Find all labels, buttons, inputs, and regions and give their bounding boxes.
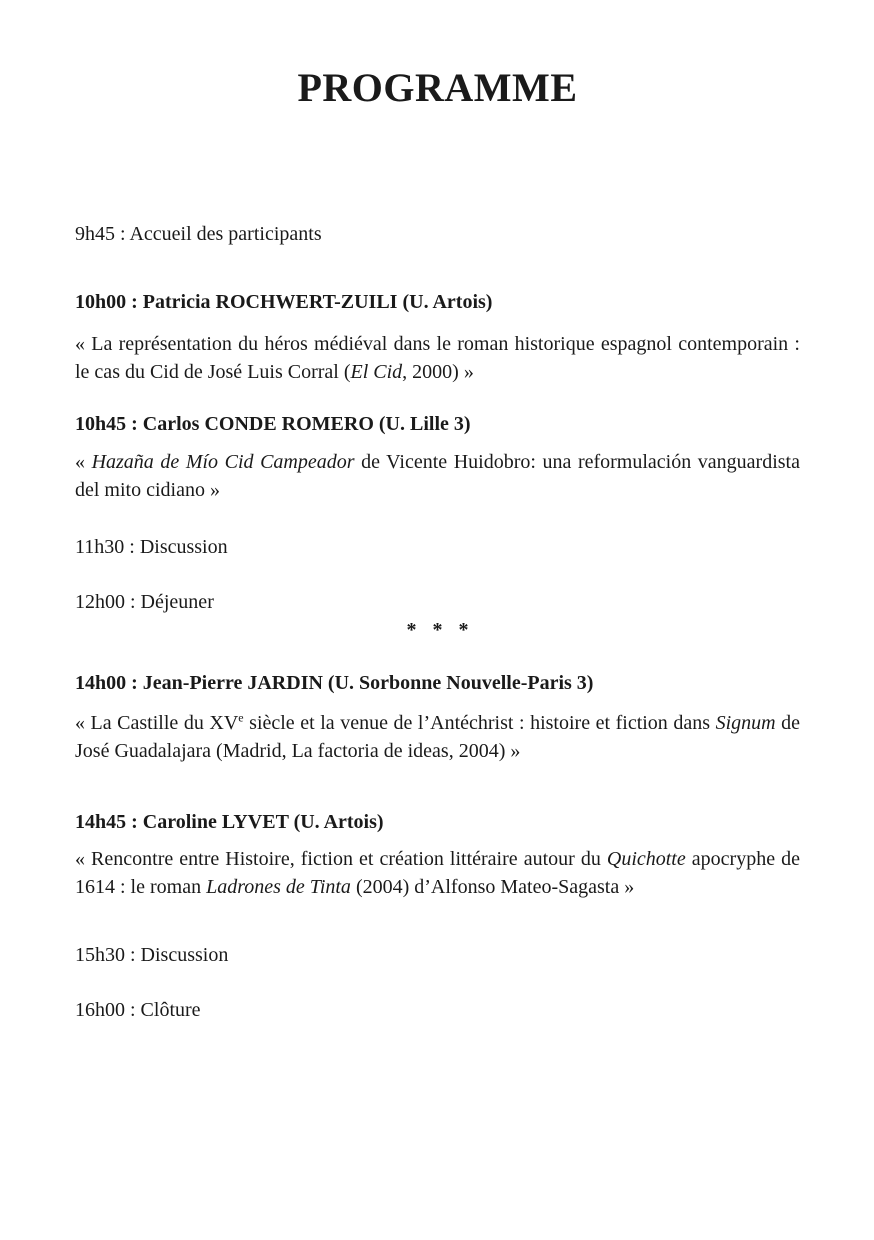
text-segment: Quichotte [606,848,686,870]
text-segment: « Rencontre entre Histoire, fiction et création littéraire autour du [75,848,607,870]
text-segment: Hazaña de Mío Cid Campeador [91,451,355,473]
text-segment: siècle et la venue de l’Antéchrist : histoire et fiction dans [243,712,716,734]
schedule-line-discussion-15h30: 15h30 : Discussion [75,944,229,966]
session-description-14h45 [75,845,800,901]
text-segment: « La Castille du XV [75,712,239,734]
text-segment: de José Guadalajara (Madrid, La factoria de ideas, 2004) » [75,712,800,762]
text-segment: « La représentation du héros médiéval dans le roman historique espagnol contemporain : le cas du Cid de José Luis Corral ( [75,333,800,383]
schedule-line-discussion-11h30: 11h30 : Discussion [75,536,228,558]
section-separator: * * * [406,619,469,641]
session-heading-14h00: 14h00 : Jean-Pierre JARDIN (U. Sorbonne Nouvelle-Paris 3) [75,672,594,694]
schedule-line-dejeuner: 12h00 : Déjeuner [75,591,214,613]
session-heading-10h45: 10h45 : Carlos CONDE ROMERO (U. Lille 3) [75,413,471,435]
text-segment: Ladrones de Tinta [206,876,351,898]
text-segment: (2004) d’Alfonso Mateo-Sagasta » [350,876,635,898]
page-title: PROGRAMME [297,65,578,110]
session-heading-14h45: 14h45 : Caroline LYVET (U. Artois) [75,811,384,833]
session-heading-10h00: 10h00 : Patricia ROCHWERT-ZUILI (U. Artois) [75,291,493,313]
text-segment: « [75,451,92,473]
text-segment: Signum [715,712,776,734]
text-segment: , 2000) » [402,361,474,383]
session-description-10h45 [75,448,800,504]
session-description-10h00 [75,330,800,386]
text-segment: El Cid [350,361,403,383]
schedule-line-cloture: 16h00 : Clôture [75,999,201,1021]
text-segment: de Vicente Huidobro: una reformulación vanguardista del mito cidiano » [75,451,800,501]
session-description-14h00 [75,709,800,765]
text-segment: e [238,710,244,725]
text-segment: apocryphe de 1614 : le roman [75,848,800,898]
schedule-line-accueil: 9h45 : Accueil des participants [75,223,322,245]
